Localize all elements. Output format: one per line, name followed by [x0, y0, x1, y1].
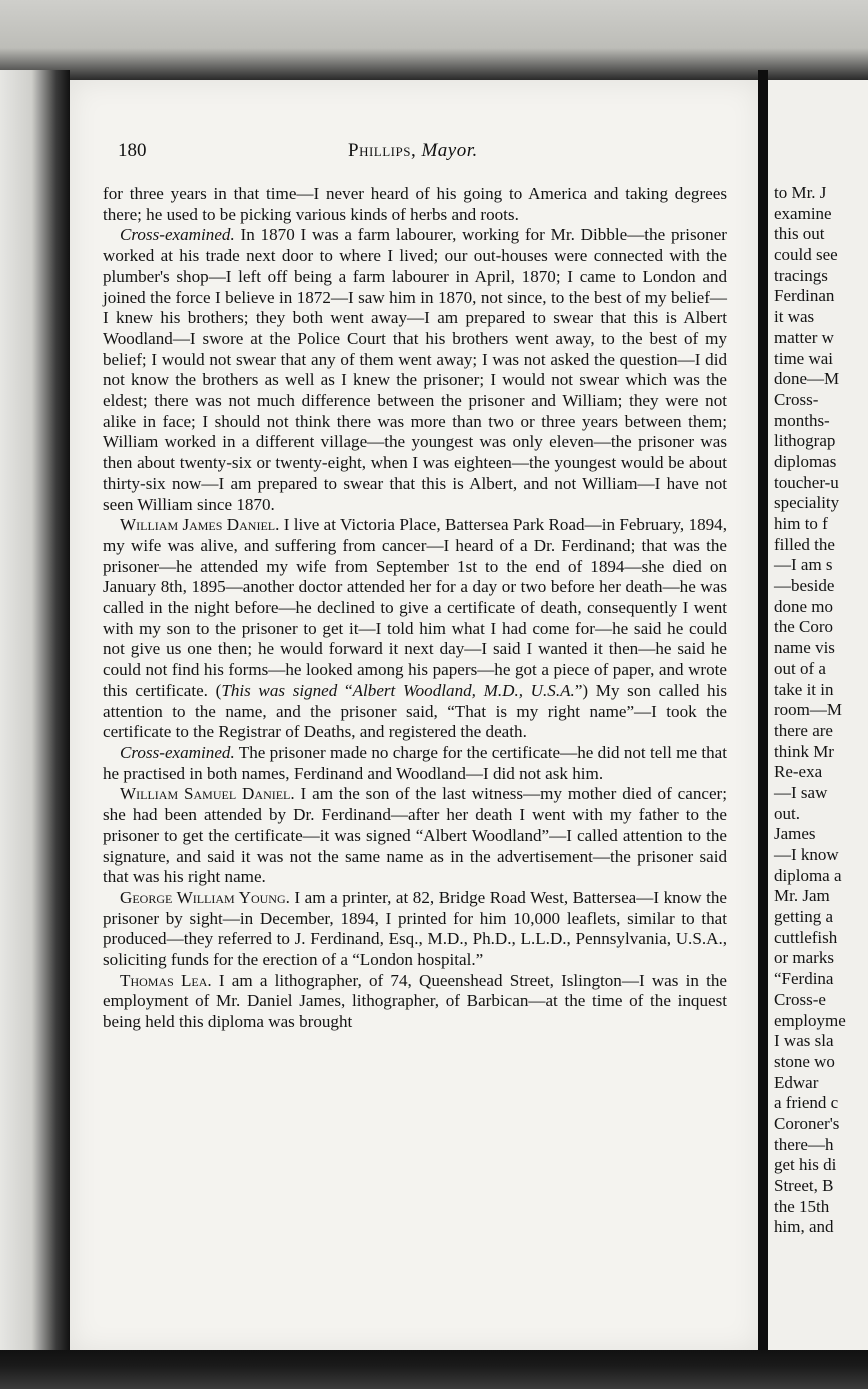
right-page-line: could see: [774, 245, 838, 265]
right-page-line: there are: [774, 720, 833, 740]
text-run: ”) My son called his attention to the name, and the prisoner said, “That is my right name”—I took the certificate to the Registrar of Deaths, and registered the death.: [103, 680, 727, 742]
paragraph: [103, 784, 727, 888]
right-page-line: tracings: [774, 265, 828, 285]
right-page-line: James: [774, 824, 816, 844]
right-page-text: [774, 183, 868, 1238]
right-page-line: I was sla: [774, 1031, 834, 1051]
right-page-line: Edwar: [774, 1072, 819, 1092]
book-binding-shadow: [0, 70, 70, 1389]
right-page-line: done mo: [774, 596, 834, 616]
right-page-line: —I am s: [774, 555, 833, 575]
right-page-line: Cross-e: [774, 989, 826, 1009]
book-top-edge: [0, 0, 868, 80]
paragraph: [103, 225, 727, 515]
witness-name: Thomas Lea.: [120, 970, 212, 990]
right-page-line: cuttlefish: [774, 927, 838, 947]
right-page-line: examine: [774, 203, 832, 223]
right-page-line: —I saw: [774, 782, 828, 802]
right-page-line: —beside: [774, 576, 835, 596]
text-run: In 1870 I was a farm labourer, working for Mr. Dibble—the prisoner worked at his trade next door to where I lived; our out-houses were connected with the plumber's shop—I left off being a farm labourer in April, 1870; I came to London and joined the force I believe in 1872—I saw him in 1870, not since, to the best of my belief—I knew his brothers; they both went away—I am prepared to swear that this is Albert Woodland—I swore at the Police Court that his brothers went away, to the best of my belief; I would not swear that any of them went away; I was not asked the question—I did not know the brothers as well as I knew the prisoner; I would not swear which was the eldest; there was not much difference between the prisoner and William; they were not alike in face; I should not think there was more than two or three years between them; William worked in a different village—the youngest was only eleven—the prisoner was then about twenty-six or twenty-eight, when I was eighteen—the youngest would be about thirty-six now—I am prepared to swear that this is Albert, and not William—I have not seen William since 1870.: [103, 225, 727, 514]
right-page-line: —I know: [774, 845, 839, 864]
right-page-line: speciality: [774, 493, 840, 513]
right-page-line: to Mr. J: [774, 183, 827, 202]
right-page-line: Mr. Jam: [774, 886, 830, 906]
right-page-line: months-: [774, 410, 830, 430]
italic-text: Cross-examined.: [120, 225, 235, 245]
paragraph: [103, 515, 727, 743]
right-page-line: Street, B: [774, 1176, 834, 1195]
paragraph: [103, 743, 727, 784]
text-run: for three years in that time—I never heard of his going to America and taking degrees there; he used to be picking various kinds of herbs and roots.: [103, 184, 727, 224]
right-page-line: take it in: [774, 679, 834, 699]
right-page-line: filled the: [774, 534, 835, 554]
running-head: [348, 140, 478, 162]
right-page-line: it was: [774, 307, 815, 327]
right-page-line: diplomas: [774, 451, 837, 471]
right-page-line: a friend c: [774, 1093, 839, 1113]
right-page-line: Cross-: [774, 389, 819, 409]
witness-name: William James Daniel.: [120, 515, 280, 535]
right-page-line: “Ferdina: [774, 969, 834, 989]
right-page-line: think Mr: [774, 741, 834, 761]
text-run: I live at Victoria Place, Battersea Park Road—in February, 1894, my wife was alive, and suffering from cancer—I heard of a Dr. Ferdinand; that was the prisoner—he attended my wife from September 1st to the end of 1894—she died on January 8th, 1895—another doctor attended her for a day or two before her death—he was called in the night before—he declined to give a certificate of death, consequently I went with my son to the prisoner to get it—I told him what I had come for—he said he could not give us one then; he would forward it next day—I said I wanted it then—he said he could not find his forms—he looked among his papers—he got a piece of paper, and wrote this certificate. (: [103, 515, 727, 700]
text-run: I am a printer, at 82, Bridge Road West, Battersea—I know the prisoner by sight—in December, 1894, I printed for him 10,000 leaflets, similar to that produced—they referred to J. Ferdinand, Esq., M.D., Ph.D., L.L.D., Pennsylvania, U.S.A., soliciting funds for the erection of a “London hospital.”: [103, 887, 727, 970]
right-page-line: get his di: [774, 1155, 837, 1175]
right-page-line: him to f: [774, 514, 828, 533]
italic-text: Cross-examined.: [120, 742, 235, 762]
italic-text: This was signed: [221, 680, 338, 700]
right-page-line: diploma a: [774, 865, 842, 885]
right-page: [768, 80, 868, 1352]
body-text: [103, 184, 727, 1033]
page-gutter: [758, 70, 768, 1355]
text-run: I am a lithographer, of 74, Queenshead Street, Islington—I was in the employment of Mr. Daniel James, lithographer, of Barbican—at the time of the inquest being held this diploma was brought: [103, 970, 727, 1032]
witness-name: William Samuel Daniel.: [120, 784, 295, 804]
right-page-line: getting a: [774, 907, 834, 927]
right-page-line: employme: [774, 1010, 846, 1030]
right-page-line: matter w: [774, 327, 834, 347]
right-page-line: Re-exa: [774, 762, 823, 782]
right-page-line: done—M: [774, 369, 840, 389]
right-page-line: the 15th: [774, 1196, 830, 1216]
book-bottom-edge: [0, 1350, 868, 1389]
right-page-line: him, and: [774, 1217, 834, 1237]
paragraph: [103, 184, 727, 225]
right-page-line: time wai: [774, 348, 834, 368]
right-page-line: out of a: [774, 658, 826, 678]
paragraph: [103, 888, 727, 971]
right-page-line: there—h: [774, 1134, 834, 1154]
right-page-line: the Coro: [774, 617, 834, 637]
right-page-line: stone wo: [774, 1051, 835, 1071]
right-page-line: name vis: [774, 638, 835, 658]
right-page-line: Ferdinan: [774, 286, 835, 306]
right-page-line: out.: [774, 803, 800, 823]
right-page-line: room—M: [774, 700, 842, 720]
right-page-line: lithograp: [774, 431, 836, 451]
right-page-line: Coroner's: [774, 1113, 840, 1133]
page-header: [118, 140, 718, 166]
right-page-line: toucher-u: [774, 472, 839, 492]
text-run: I am the son of the last witness—my mother died of cancer; she had been attended by Dr. Ferdinand—after her death I went with my father to the prisoner to get the certificate—it was signed “Albert Woodland”—I called attention to the signature, and said it was not the same name as in the advertisement—the prisoner said that was his right name.: [103, 784, 727, 887]
running-head-title: Mayor.: [421, 140, 478, 161]
text-run: “: [337, 680, 353, 700]
right-page-line: this out: [774, 224, 825, 244]
paragraph: [103, 971, 727, 1033]
right-page-line: or marks: [774, 948, 834, 968]
witness-name: George William Young.: [120, 887, 290, 907]
text-run: The prisoner made no charge for the certificate—he did not tell me that he practised in both names, Ferdinand and Woodland—I did not ask him.: [103, 742, 727, 783]
running-head-name: Phillips,: [348, 140, 417, 161]
page-number: 180: [118, 140, 147, 161]
italic-text: Albert Woodland, M.D., U.S.A.: [352, 680, 575, 700]
